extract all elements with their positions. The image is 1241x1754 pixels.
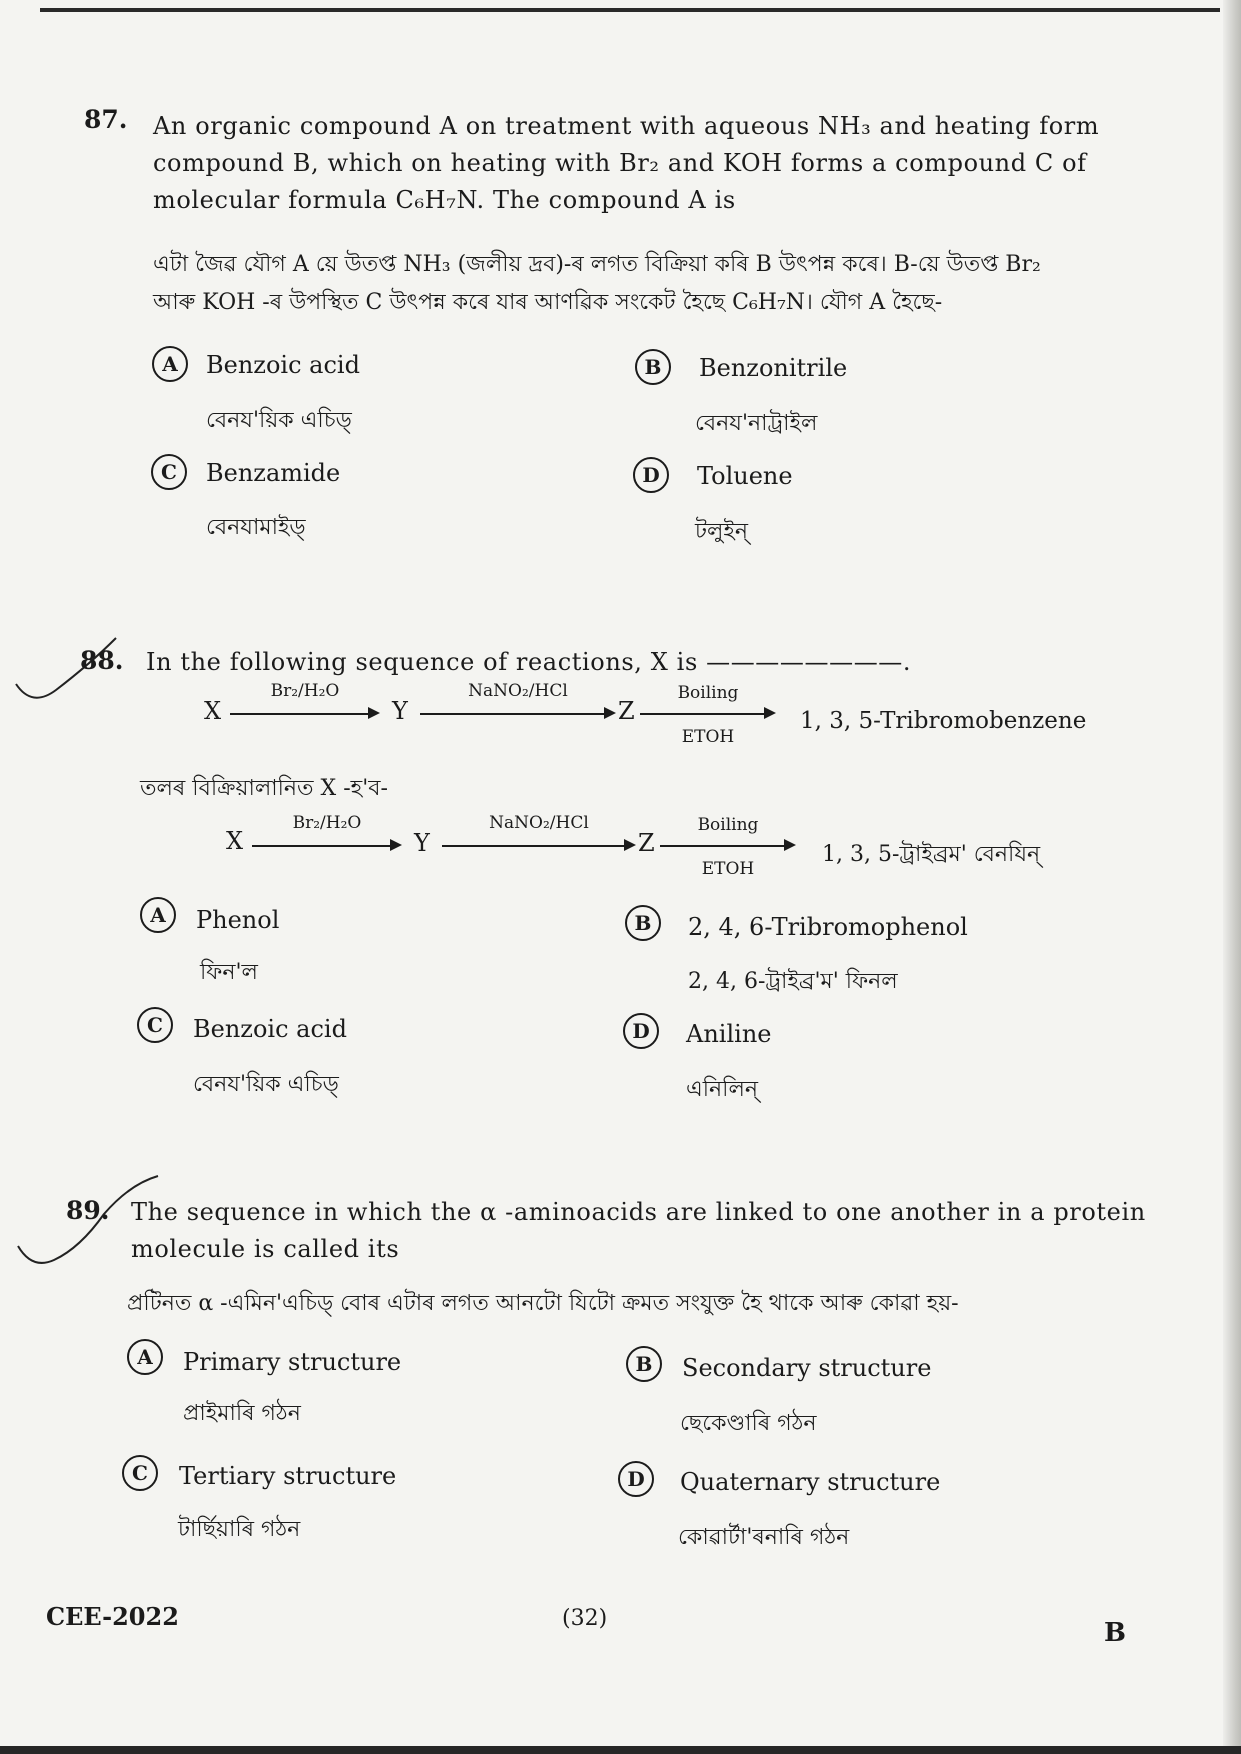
reagent-label: Boiling [697,815,759,835]
option-b-text[interactable]: Secondary structure [682,1354,932,1382]
product: 1, 3, 5-Tribromobenzene [800,708,1087,734]
option-d-marker[interactable]: D [633,457,669,493]
reagent-label: NaNO₂/HCl [489,813,589,833]
option-c-text-as: বেনয'য়িক এচিড্ [193,1072,339,1097]
option-a-marker[interactable]: A [140,897,176,933]
option-c-marker[interactable]: C [151,454,187,490]
reaction-arrow-3 [640,683,776,747]
question-text-en [153,108,1153,219]
intermediate-y: Y [414,829,430,857]
booklet-set: B [1104,1618,1126,1648]
page-bottom-edge [0,1746,1241,1754]
intermediate-z: Z [638,829,655,857]
page-top-edge [40,8,1220,12]
option-a-text[interactable]: Primary structure [183,1348,402,1376]
option-d-text-as: এনিলিন্ [686,1077,758,1102]
option-d-marker[interactable]: D [618,1461,654,1497]
question-line: আৰু KOH -ৰ উপস্থিত C উৎপন্ন কৰে যাৰ আণৱিক সংকেট হৈছে C₆H₇N। যৌগ A হৈছে- [153,290,943,315]
question-line: molecular formula C₆H₇N. The compound A is [153,186,736,214]
option-a-text[interactable]: Phenol [196,906,280,934]
option-b-text[interactable]: Benzonitrile [699,354,848,382]
option-b-text-as: বেনয'নাট্ৰাইল [695,411,818,436]
option-c-text-as: বেনযামাইড্ [206,515,306,540]
option-a-text-as: বেনয'য়িক এচিড্ [206,408,352,433]
option-d-marker[interactable]: D [623,1013,659,1049]
question-text-en [131,1194,1151,1268]
page-right-edge [1223,0,1241,1754]
product: 1, 3, 5-ট্ৰাইব্ৰম' বেনযিন্ [822,842,1041,867]
reagent-label: Boiling [677,683,739,703]
reaction-arrow-3 [660,815,796,879]
question-line: এটা জৈৱ যৌগ A য়ে উতপ্ত NH₃ (জলীয় দ্ৰব)-ৰ লগত বিক্ৰিয়া কৰি B উৎপন্ন কৰে। B-য়ে উতপ্ত Br₂ [153,252,1041,277]
reaction-arrow-2 [420,681,616,729]
question-text-as [153,246,1153,322]
reagent-label: ETOH [701,859,755,879]
question-number: 88. [80,646,124,675]
exam-code: CEE-2022 [46,1602,179,1631]
question-text-as: প্ৰটিনত α -এমিন'এচিড্ বোৰ এটাৰ লগত আনটো যিটো ক্ৰমত সংযুক্ত হৈ থাকে আৰু কোৱা হয়- [127,1291,959,1316]
page-number: (32) [562,1606,608,1631]
question-text-as: তলৰ বিক্ৰিয়ালানিত X -হ'ব- [140,776,388,801]
option-a-text-as: প্ৰাইমাৰি গঠন [183,1401,301,1426]
reagent-label: Br₂/H₂O [292,813,362,833]
option-c-text-as: টাৰ্ছিয়াৰি গঠন [178,1517,301,1542]
option-b-text-as: ছেকেণ্ডাৰি গঠন [680,1411,817,1436]
option-a-text-as: ফিন'ল [200,960,258,985]
option-d-text-as: কোৱাৰ্টা'ৰনাৰি গঠন [678,1525,850,1550]
question-line: The sequence in which the α -aminoacids are linked to one another in a protein [131,1198,1146,1226]
option-b-text[interactable]: 2, 4, 6-Tribromophenol [688,913,968,941]
option-c-text[interactable]: Benzoic acid [193,1015,347,1043]
reagent-label: ETOH [681,727,735,747]
question-number: 89. [66,1196,110,1225]
reagent-label: Br₂/H₂O [270,681,340,701]
reaction-arrow-1 [230,681,380,729]
option-c-text[interactable]: Tertiary structure [179,1462,397,1490]
option-d-text[interactable]: Aniline [686,1020,772,1048]
option-a-marker[interactable]: A [127,1339,163,1375]
option-d-text[interactable]: Quaternary structure [680,1468,941,1496]
intermediate-z: Z [618,697,635,725]
question-text-en [146,644,911,681]
option-b-marker[interactable]: B [635,349,671,385]
intermediate-y: Y [392,697,408,725]
question-line: molecule is called its [131,1235,400,1263]
question-line: In the following sequence of reactions, X is [146,648,698,676]
question-number: 87. [84,105,128,134]
option-d-text-as: টলুইন্ [695,519,748,544]
option-a-marker[interactable]: A [152,346,188,382]
option-b-text-as: 2, 4, 6-ট্ৰাইব্ৰ'ম' ফিনল [688,969,898,994]
option-d-text[interactable]: Toluene [697,462,793,490]
reaction-arrow-2 [442,813,636,861]
option-b-marker[interactable]: B [625,905,661,941]
option-b-marker[interactable]: B [626,1346,662,1382]
question-line: compound B, which on heating with Br₂ and KOH forms a compound C of [153,149,1087,177]
option-c-marker[interactable]: C [137,1007,173,1043]
question-line: An organic compound A on treatment with aqueous NH₃ and heating form [153,112,1100,140]
reactant-x: X [226,827,244,855]
reactant-x: X [204,697,222,725]
option-a-text[interactable]: Benzoic acid [206,351,360,379]
reagent-label: NaNO₂/HCl [468,681,568,701]
answer-blank: ————————. [706,648,912,676]
option-c-text[interactable]: Benzamide [206,459,341,487]
option-c-marker[interactable]: C [122,1455,158,1491]
reaction-arrow-1 [252,813,402,861]
